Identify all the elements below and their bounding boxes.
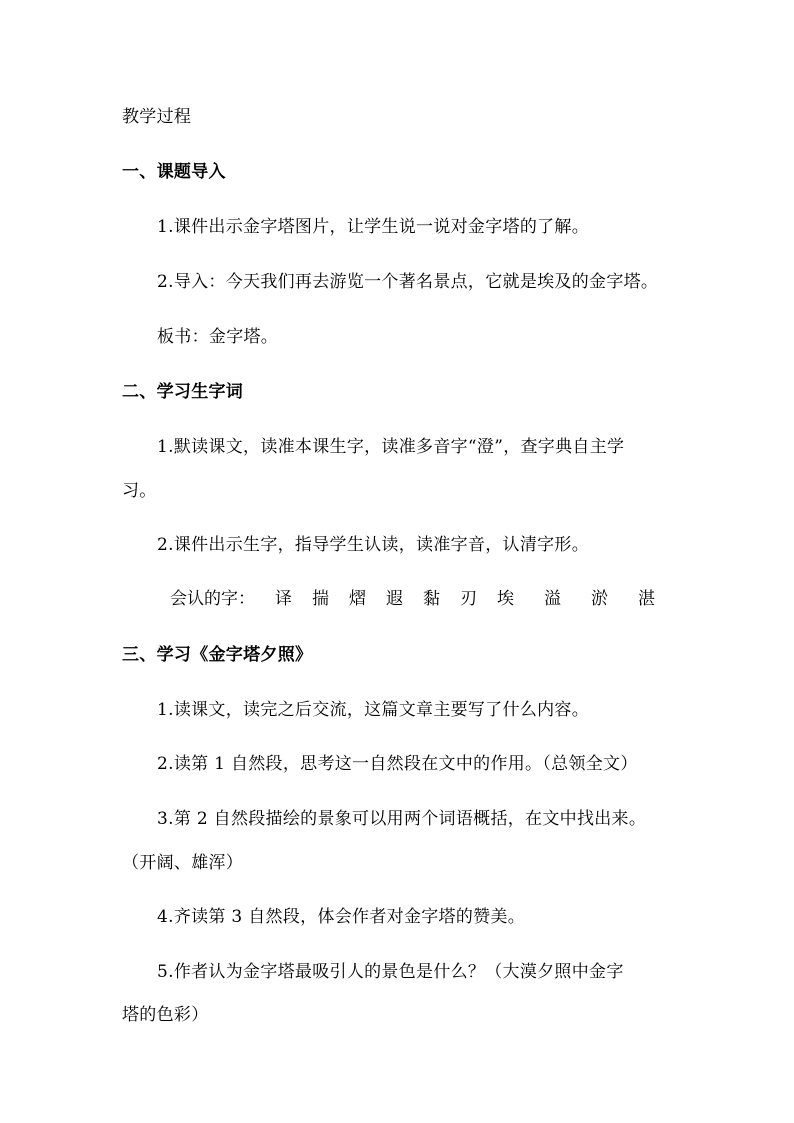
paragraph: 板书：金字塔。 (157, 327, 279, 347)
paragraph: 5.作者认为金字塔最吸引人的景色是什么？（大漠夕照中金字 (157, 962, 624, 982)
paragraph: 1.默读课文，读准本课生字，读准多音字“澄”，查字典自主学 (157, 437, 625, 457)
character: 译 (275, 589, 292, 609)
character-list-label: 会认的字： (170, 589, 255, 609)
character: 溢 (544, 589, 561, 609)
paragraph: 4.齐读第 3 自然段，体会作者对金字塔的赞美。 (157, 907, 526, 927)
character: 揣 (312, 589, 329, 609)
section-heading-reading: 三、学习《金字塔夕照》 (122, 645, 313, 665)
character-list (170, 587, 655, 611)
character: 遐 (386, 589, 403, 609)
character: 刃 (460, 589, 477, 609)
paragraph: 1.课件出示金字塔图片，让学生说一说对金字塔的了解。 (157, 217, 590, 237)
paragraph: 1.读课文，读完之后交流，这篇文章主要写了什么内容。 (157, 700, 590, 720)
paragraph: 2.读第 1 自然段，思考这一自然段在文中的作用。（总领全文） (157, 754, 638, 774)
section-heading-intro: 一、课题导入 (122, 162, 226, 182)
paragraph: 2.导入：今天我们再去游览一个著名景点，它就是埃及的金字塔。 (157, 272, 659, 292)
paragraph-continuation: （开阔、雄浑） (122, 853, 244, 873)
character: 黏 (423, 589, 440, 609)
paragraph: 2.课件出示生字，指导学生认读，读准字音，认清字形。 (157, 535, 590, 555)
paragraph-continuation: 塔的色彩） (122, 1005, 209, 1025)
character: 湛 (638, 589, 655, 609)
section-heading-vocabulary: 二、学习生字词 (122, 382, 244, 402)
paragraph: 3.第 2 自然段描绘的景象可以用两个词语概括，在文中找出来。 (157, 809, 647, 829)
character: 淤 (591, 589, 608, 609)
document-title: 教学过程 (122, 107, 192, 127)
character: 熠 (349, 589, 366, 609)
character: 埃 (497, 589, 514, 609)
paragraph-continuation: 习。 (122, 481, 157, 501)
